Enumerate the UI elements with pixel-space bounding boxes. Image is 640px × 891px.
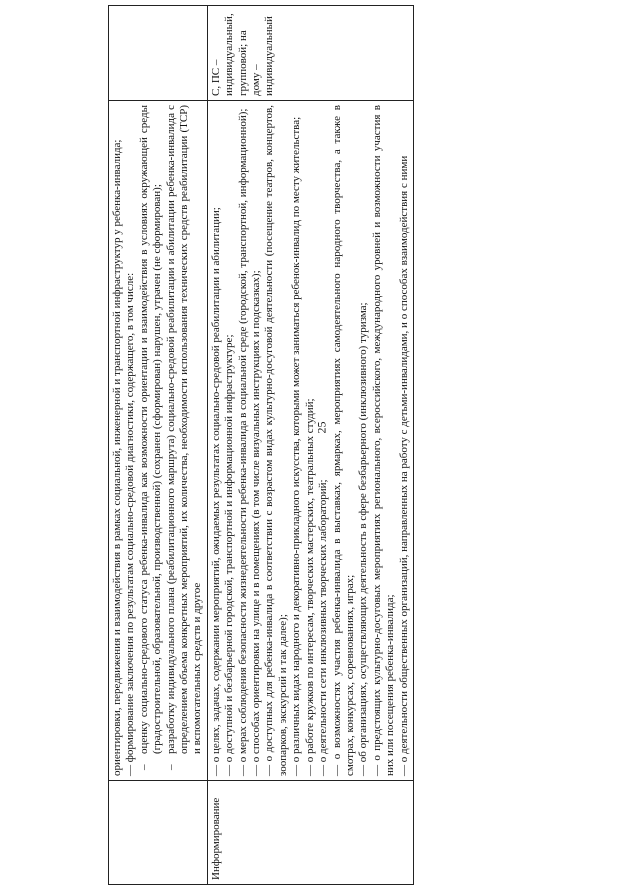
table-row-continuation <box>109 6 208 885</box>
row2-line-7: — о работе кружков по интересам, творческих мастерских, театральных студий; <box>303 398 316 776</box>
table-row-informing <box>207 6 413 885</box>
row2-line-12: — о деятельности общественных организаций, направленных на работу с детьми-инвалидами, и о способах взаимодействия с ними <box>397 155 410 776</box>
row2-line-3: — о мерах соблюдения безопасности жизнедеятельности ребенка-инвалида в социальной среде (городской, транспортной, информационной); <box>236 108 249 776</box>
row2-content-cell <box>207 101 413 781</box>
row2-line-11: — о предстоящих культурно-досуговых мероприятиях регионального, всероссийского, международного уровней и возможности участия в них или посещения ребенка-инвалида; <box>370 105 397 776</box>
row2-service-name-cell: Информирование <box>207 781 413 885</box>
row2-line-4: — о способах ориентировки на улице и в помещениях (в том числе визуальных инструкциях и подсказках); <box>250 270 263 776</box>
row1-service-name-cell <box>109 781 208 885</box>
row1-line-2: — формирование заключения по результатам социально-средовой диагностики, содержащего, в том числе: <box>124 272 137 776</box>
row2-line-1: — о целях, задачах, содержании мероприятий, ожидаемых результатах социально-средовой реабилитации и абилитации; <box>209 207 222 776</box>
page-number: 25 <box>314 421 329 434</box>
row1-content-cell <box>109 101 208 781</box>
row2-line-6: — о различных видах народного и декоративно-прикладного искусства, которыми может заниматься ребенок-инвалид по месту жительства; <box>290 116 303 776</box>
row1-sub-item-2: – разработку индивидуального плана (реабилитационного маршрута) социально-средовой реабилитации и абилитации ребенка-инвалида с определением объема конкретных мероприятий, их количества, необходимости использования технических средств реабилитации (ТСР) и вспомогательных средств и другое <box>165 105 205 776</box>
row2-line-10: — об организациях, осуществляющих деятельность в сфере безбарьерного (инклюзивного) туризма; <box>357 302 370 776</box>
row1-sub-item-1: – оценку социально-средового статуса ребенка-инвалида как возможности ориентации и взаимодействия в условиях окружающей среды (градостроительной, образовательной, производственной) (сохранен (сформирован) нарушен, утрачен (не сформирован); <box>138 105 165 776</box>
row2-line-5: — о доступных для ребенка-инвалида в соответствии с возрастом видах культурно-досуговой деятельности (посещение театров, концертов, зоопарков, экскурсий и так далее); <box>263 105 289 776</box>
row1-form-cell <box>109 6 208 101</box>
row2-form-cell: С, ПС – индивидуальный, групповой; на дому – индивидуальный <box>207 6 413 101</box>
row2-line-2: — о доступной и безбарьерной городской, транспортной и информационной инфраструктуре; <box>223 334 236 776</box>
rotated-table-container <box>108 5 608 885</box>
services-table <box>108 5 414 885</box>
row1-line-1: ориентировки, передвижения и взаимодействия в рамках социальной, инженерной и транспортной инфраструктур у ребенка-инвалида; <box>111 139 123 776</box>
row2-line-8: — о деятельности сети инклюзивных творческих лабораторий; <box>317 479 330 776</box>
row2-line-9: — о возможностях участия ребенка-инвалида в выставках, ярмарках, мероприятиях самодеятельного народного творчества, а также в смотрах, конкурсах, соревнованиях, играх; <box>330 105 356 776</box>
